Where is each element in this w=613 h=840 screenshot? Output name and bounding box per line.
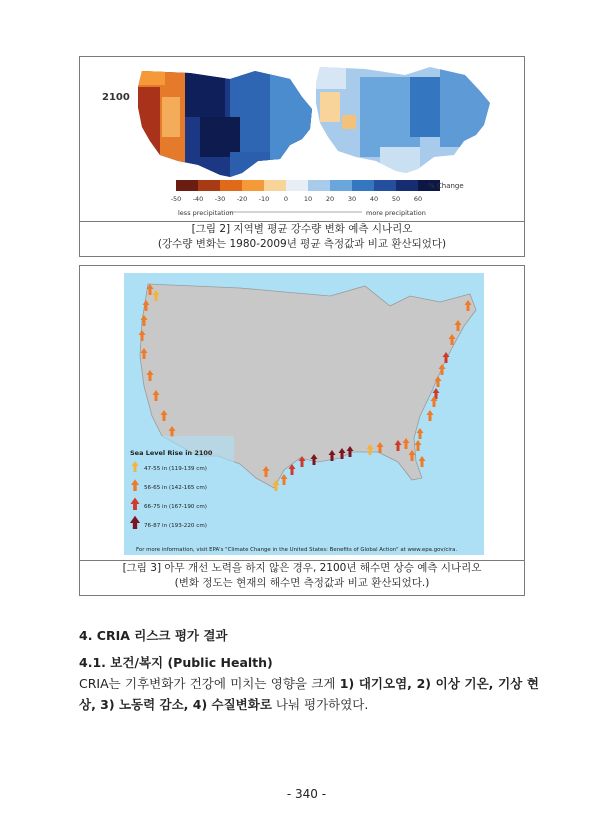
colorbar-swatch: [264, 180, 286, 191]
colorbar-swatch: [374, 180, 396, 191]
sea-level-map: [80, 266, 524, 558]
section-paragraph: [79, 673, 539, 715]
colorbar-tick: 10: [303, 195, 313, 203]
figure3-caption-line2: (변화 정도는 현재의 해수면 측정값과 비교 환산되었다.): [174, 577, 430, 589]
paragraph-bold: 1) 대기오염, 2) 이상 기온, 기상 현상, 3) 노동력 감소, 4) 수질변화로: [79, 676, 539, 712]
colorbar-swatch: [286, 180, 308, 191]
legend-label: 76-87 in (193-220 cm): [144, 523, 207, 529]
figure2-caption-line1: [그림 2] 지역별 평균 강수량 변화 예측 시나리오: [191, 223, 413, 235]
figure2-caption-line2: (강수량 변화는 1980-2009년 평균 측정값과 비교 환산되었다): [157, 238, 447, 250]
colorbar-swatch: [330, 180, 352, 191]
colorbar-tick: 30: [347, 195, 357, 203]
legend-label: 47-55 in (119-139 cm): [144, 466, 207, 472]
legend-label: 66-75 in (167-190 cm): [144, 504, 207, 510]
colorbar-swatch: [308, 180, 330, 191]
figure3-caption-line1: [그림 3] 아무 개선 노력을 하지 않은 경우, 2100년 해수면 상승 예측 시나리오: [122, 562, 482, 574]
source-note: For more information, visit EPA's "Climate Change in the United States: Benefits of Global Action" at www.epa.gov/cira.: [136, 547, 458, 553]
paragraph-intro: CRIA는 기후변화가 건강에 미치는 영향을 크게: [79, 676, 340, 691]
colorbar-swatch: [352, 180, 374, 191]
precipitation-maps: [80, 57, 524, 219]
colorbar: [176, 180, 440, 191]
colorbar-tick: -20: [236, 195, 248, 203]
more-precip-note: more precipitation: [366, 209, 426, 217]
colorbar-tick: -40: [192, 195, 204, 203]
map-right: [310, 62, 500, 182]
colorbar-swatch: [242, 180, 264, 191]
section-heading: 4. CRIA 리스크 평가 결과: [79, 628, 228, 643]
colorbar-tick: -50: [170, 195, 182, 203]
colorbar-tick: 40: [369, 195, 379, 203]
colorbar-tick: 60: [413, 195, 423, 203]
figure2-caption: [80, 221, 524, 252]
colorbar-tick: -10: [258, 195, 270, 203]
colorbar-tick: -30: [214, 195, 226, 203]
colorbar-swatch: [396, 180, 418, 191]
section-subheading: 4.1. 보건/복지 (Public Health): [79, 655, 273, 670]
legend-label: 56-65 in (142-165 cm): [144, 485, 207, 491]
colorbar-tick: 20: [325, 195, 335, 203]
legend-title: Sea Level Rise in 2100: [130, 449, 213, 457]
figure3-caption: [80, 560, 524, 591]
page-number: - 340 -: [286, 787, 327, 801]
colorbar-tick: 0: [283, 195, 289, 203]
colorbar-swatch: [176, 180, 198, 191]
paragraph-end: 나눠 평가하였다.: [271, 697, 369, 712]
colorbar-swatch: [198, 180, 220, 191]
figure-precipitation: [79, 56, 525, 257]
year-label: 2100: [102, 92, 130, 103]
less-precip-note: less precipitation: [178, 209, 234, 217]
colorbar-tick: 50: [391, 195, 401, 203]
map-left: [130, 62, 320, 187]
figure-sea-level: [79, 265, 525, 596]
colorbar-swatch: [220, 180, 242, 191]
colorbar-unit: % Change: [428, 182, 464, 190]
